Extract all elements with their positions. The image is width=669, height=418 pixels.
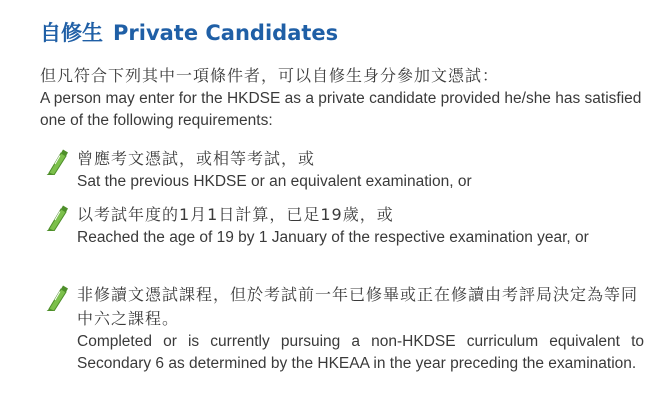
requirement-text xyxy=(77,283,644,375)
requirement-text xyxy=(77,203,644,249)
requirement-chinese: 非修讀文憑試課程，但於考試前一年已修畢或正在修讀由考評局決定為等同中六之課程。 xyxy=(77,285,639,328)
pencil-icon xyxy=(40,283,68,311)
requirement-chinese: 曾應考文憑試，或相等考試，或 xyxy=(77,149,316,168)
requirement-text xyxy=(77,147,644,193)
pencil-icon xyxy=(40,147,68,175)
page-title xyxy=(40,18,338,48)
requirement-english: Sat the previous HKDSE or an equivalent examination, or xyxy=(77,173,472,190)
title-chinese: 自修生 xyxy=(40,21,103,45)
intro-chinese: 但凡符合下列其中一項條件者，可以自修生身分參加文憑試： xyxy=(40,66,500,85)
requirement-english: Completed or is currently pursuing a non-HKDSE curriculum equivalent to Secondary 6 as determined by the HKEAA in the year preceding the examination. xyxy=(77,333,644,372)
requirement-chinese: 以考試年度的1月1日計算，已足19歲，或 xyxy=(77,205,394,224)
intro-english: A person may enter for the HKDSE as a private candidate provided he/she has satisfied one of the following requirements: xyxy=(40,90,642,129)
intro-paragraph xyxy=(40,64,645,132)
title-english: Private Candidates xyxy=(113,21,339,45)
pencil-icon xyxy=(40,203,68,231)
requirement-english: Reached the age of 19 by 1 January of the respective examination year, or xyxy=(77,229,589,246)
